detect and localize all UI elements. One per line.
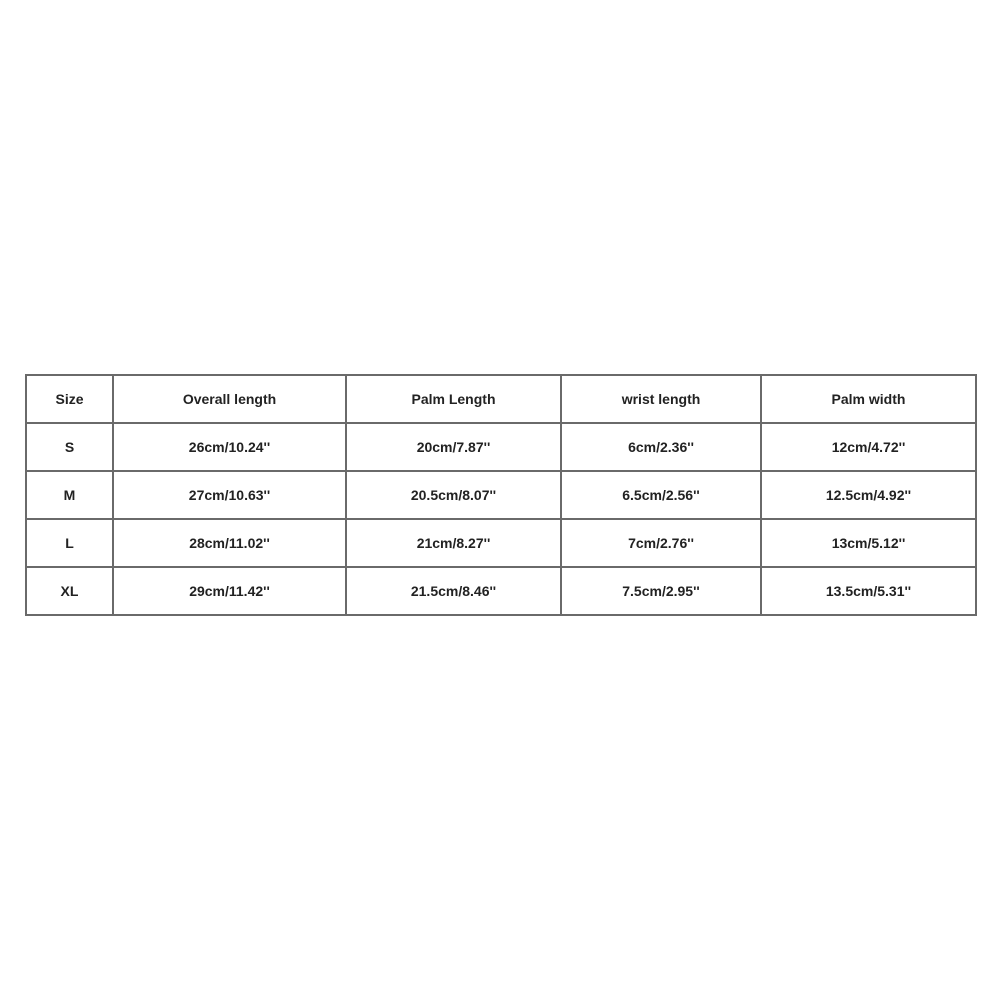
table-row <box>26 471 976 519</box>
cell-palm-width: 13cm/5.12'' <box>761 519 976 567</box>
cell-wrist-length: 7.5cm/2.95'' <box>561 567 761 615</box>
cell-size: M <box>26 471 113 519</box>
cell-overall-length: 27cm/10.63'' <box>113 471 346 519</box>
cell-overall-length: 29cm/11.42'' <box>113 567 346 615</box>
header-size: Size <box>26 375 113 423</box>
cell-palm-length: 21.5cm/8.46'' <box>346 567 561 615</box>
cell-size: XL <box>26 567 113 615</box>
cell-overall-length: 26cm/10.24'' <box>113 423 346 471</box>
cell-size: L <box>26 519 113 567</box>
header-palm-length: Palm Length <box>346 375 561 423</box>
cell-wrist-length: 6.5cm/2.56'' <box>561 471 761 519</box>
size-chart-table <box>25 374 977 616</box>
table-row <box>26 423 976 471</box>
cell-palm-length: 20cm/7.87'' <box>346 423 561 471</box>
cell-wrist-length: 7cm/2.76'' <box>561 519 761 567</box>
header-palm-width: Palm width <box>761 375 976 423</box>
header-wrist-length: wrist length <box>561 375 761 423</box>
header-overall-length: Overall length <box>113 375 346 423</box>
cell-palm-length: 21cm/8.27'' <box>346 519 561 567</box>
table-row <box>26 519 976 567</box>
cell-palm-length: 20.5cm/8.07'' <box>346 471 561 519</box>
cell-wrist-length: 6cm/2.36'' <box>561 423 761 471</box>
cell-size: S <box>26 423 113 471</box>
cell-palm-width: 13.5cm/5.31'' <box>761 567 976 615</box>
cell-overall-length: 28cm/11.02'' <box>113 519 346 567</box>
cell-palm-width: 12cm/4.72'' <box>761 423 976 471</box>
table-row <box>26 567 976 615</box>
header-row <box>26 375 976 423</box>
cell-palm-width: 12.5cm/4.92'' <box>761 471 976 519</box>
